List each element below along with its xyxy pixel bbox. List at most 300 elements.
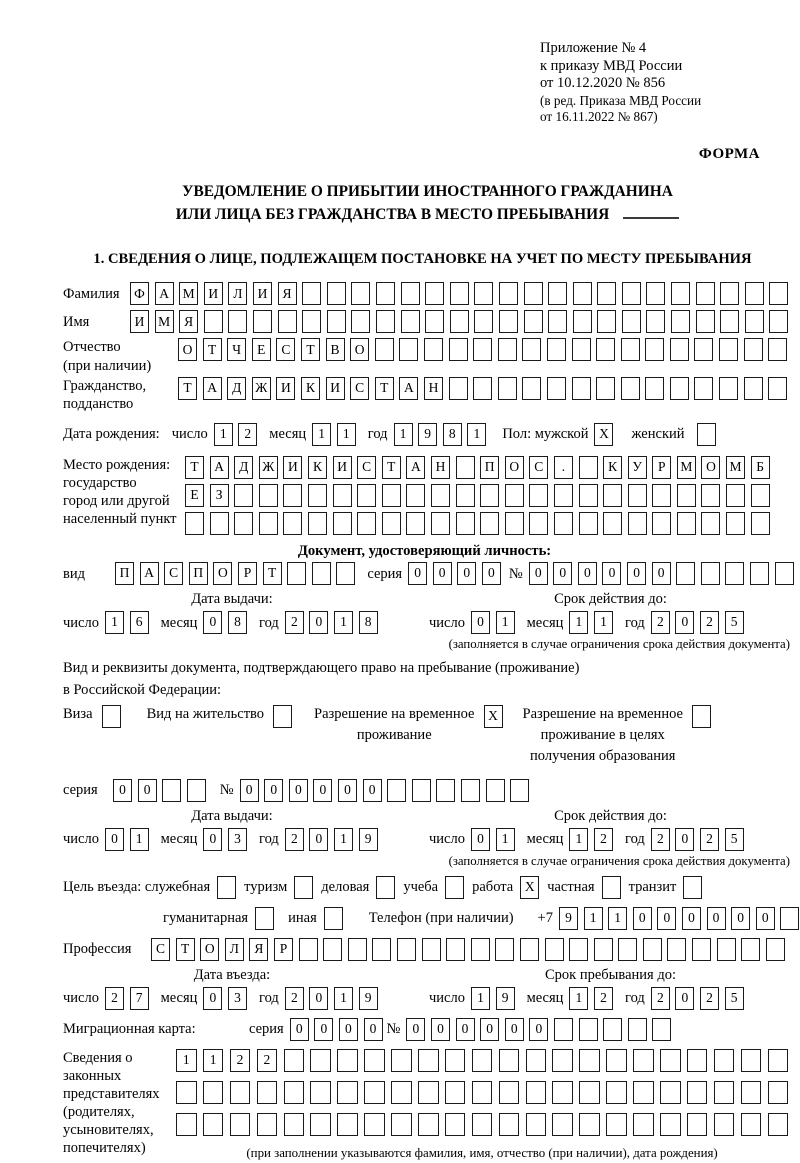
form-cell[interactable] — [596, 377, 615, 400]
purpose-tourism-checkbox[interactable] — [287, 876, 313, 899]
form-cell[interactable] — [449, 338, 468, 361]
form-cell[interactable] — [751, 512, 770, 535]
form-cell[interactable] — [474, 282, 493, 305]
form-cell[interactable]: 1 — [130, 828, 149, 851]
form-cell[interactable] — [645, 338, 664, 361]
form-cell[interactable]: 1 — [496, 611, 515, 634]
birthplace-cells-row3[interactable] — [185, 512, 770, 535]
form-cell[interactable]: 2 — [285, 828, 304, 851]
form-cell[interactable]: 0 — [471, 828, 490, 851]
form-cell[interactable] — [526, 1049, 547, 1072]
form-cell[interactable] — [499, 310, 518, 333]
purpose-business-checkbox[interactable] — [369, 876, 395, 899]
form-cell[interactable] — [603, 484, 622, 507]
form-cell[interactable] — [302, 282, 321, 305]
form-cell[interactable] — [726, 484, 745, 507]
form-cell[interactable] — [372, 938, 391, 961]
form-cell[interactable]: М — [677, 456, 696, 479]
form-cell[interactable]: 8 — [359, 611, 378, 634]
form-cell[interactable]: П — [115, 562, 134, 585]
form-cell[interactable]: 1 — [569, 987, 588, 1010]
form-cell[interactable] — [628, 1018, 647, 1041]
form-cell[interactable]: 9 — [418, 423, 437, 446]
form-cell[interactable]: И — [130, 310, 149, 333]
form-cell[interactable]: С — [529, 456, 548, 479]
purpose-other-checkbox[interactable] — [317, 907, 343, 930]
permit-series-cells[interactable] — [113, 779, 206, 802]
form-cell[interactable] — [336, 562, 355, 585]
form-cell[interactable]: X — [594, 423, 613, 446]
form-cell[interactable]: 0 — [553, 562, 572, 585]
form-cell[interactable]: 0 — [309, 828, 328, 851]
form-cell[interactable] — [714, 1113, 735, 1136]
form-cell[interactable] — [498, 377, 517, 400]
purpose-humanitarian-checkbox[interactable] — [248, 907, 274, 930]
given-name-cells[interactable] — [130, 310, 788, 333]
form-cell[interactable]: О — [213, 562, 232, 585]
form-cell[interactable] — [284, 1113, 305, 1136]
form-cell[interactable] — [401, 310, 420, 333]
form-cell[interactable] — [645, 377, 664, 400]
form-cell[interactable]: 0 — [364, 1018, 383, 1041]
form-cell[interactable] — [376, 876, 395, 899]
form-cell[interactable]: 2 — [651, 987, 670, 1010]
form-cell[interactable]: Т — [203, 338, 222, 361]
form-cell[interactable] — [660, 1113, 681, 1136]
temp-residence-edu-checkbox[interactable] — [683, 704, 711, 728]
form-cell[interactable] — [579, 1081, 600, 1104]
form-cell[interactable] — [701, 562, 720, 585]
form-cell[interactable]: 0 — [456, 1018, 475, 1041]
form-cell[interactable]: Д — [227, 377, 246, 400]
form-cell[interactable] — [548, 282, 567, 305]
form-cell[interactable]: В — [326, 338, 345, 361]
form-cell[interactable] — [283, 512, 302, 535]
form-cell[interactable]: . — [554, 456, 573, 479]
form-cell[interactable] — [425, 282, 444, 305]
form-cell[interactable]: 1 — [334, 987, 353, 1010]
surname-cells[interactable] — [130, 282, 788, 305]
form-cell[interactable] — [431, 484, 450, 507]
form-cell[interactable] — [310, 1049, 331, 1072]
birth-month-cells[interactable] — [312, 423, 356, 446]
form-cell[interactable] — [621, 377, 640, 400]
form-cell[interactable]: Т — [263, 562, 282, 585]
form-cell[interactable]: 2 — [594, 828, 613, 851]
form-cell[interactable]: 0 — [203, 828, 222, 851]
citizenship-cells[interactable] — [178, 377, 787, 400]
doc-type-cells[interactable] — [115, 562, 355, 585]
form-cell[interactable] — [606, 1049, 627, 1072]
form-cell[interactable]: X — [484, 705, 503, 728]
residence-permit-checkbox[interactable] — [264, 704, 292, 728]
permit-issue-year-cells[interactable] — [285, 828, 378, 851]
form-cell[interactable] — [472, 1113, 493, 1136]
form-cell[interactable] — [768, 1081, 789, 1104]
form-cell[interactable] — [203, 1113, 224, 1136]
form-cell[interactable]: 0 — [578, 562, 597, 585]
form-cell[interactable] — [766, 938, 785, 961]
form-cell[interactable] — [418, 1081, 439, 1104]
form-cell[interactable] — [364, 1081, 385, 1104]
form-cell[interactable]: 2 — [257, 1049, 278, 1072]
form-cell[interactable] — [294, 876, 313, 899]
form-cell[interactable]: Н — [424, 377, 443, 400]
form-cell[interactable] — [375, 338, 394, 361]
form-cell[interactable]: С — [164, 562, 183, 585]
permit-issue-month-cells[interactable] — [203, 828, 247, 851]
form-cell[interactable] — [660, 1049, 681, 1072]
form-cell[interactable]: О — [200, 938, 219, 961]
form-cell[interactable] — [768, 1113, 789, 1136]
form-cell[interactable] — [547, 377, 566, 400]
form-cell[interactable] — [391, 1113, 412, 1136]
form-cell[interactable] — [253, 310, 272, 333]
form-cell[interactable] — [499, 1049, 520, 1072]
form-cell[interactable] — [210, 512, 229, 535]
form-cell[interactable]: Т — [178, 377, 197, 400]
form-cell[interactable]: 1 — [105, 611, 124, 634]
form-cell[interactable]: 1 — [608, 907, 627, 930]
form-cell[interactable]: 1 — [584, 907, 603, 930]
form-cell[interactable] — [431, 512, 450, 535]
id-valid-day-cells[interactable] — [471, 611, 515, 634]
form-cell[interactable] — [671, 282, 690, 305]
form-cell[interactable] — [579, 456, 598, 479]
form-cell[interactable] — [436, 779, 455, 802]
form-cell[interactable] — [526, 1113, 547, 1136]
patronymic-cells[interactable] — [178, 338, 787, 361]
form-cell[interactable]: 1 — [203, 1049, 224, 1072]
form-cell[interactable]: Т — [375, 377, 394, 400]
form-cell[interactable] — [308, 484, 327, 507]
form-cell[interactable] — [449, 377, 468, 400]
form-cell[interactable] — [524, 282, 543, 305]
form-cell[interactable] — [652, 484, 671, 507]
form-cell[interactable] — [579, 1018, 598, 1041]
form-cell[interactable]: Е — [252, 338, 271, 361]
form-cell[interactable] — [694, 338, 713, 361]
form-cell[interactable]: П — [480, 456, 499, 479]
form-cell[interactable] — [287, 562, 306, 585]
form-cell[interactable]: 1 — [569, 828, 588, 851]
form-cell[interactable] — [446, 938, 465, 961]
form-cell[interactable] — [677, 484, 696, 507]
form-cell[interactable] — [324, 907, 343, 930]
form-cell[interactable] — [696, 310, 715, 333]
form-cell[interactable]: 2 — [285, 611, 304, 634]
form-cell[interactable]: 2 — [594, 987, 613, 1010]
form-cell[interactable] — [176, 1081, 197, 1104]
form-cell[interactable] — [597, 282, 616, 305]
form-cell[interactable]: Т — [176, 938, 195, 961]
form-cell[interactable]: 0 — [529, 562, 548, 585]
form-cell[interactable] — [283, 484, 302, 507]
form-cell[interactable] — [480, 512, 499, 535]
form-cell[interactable] — [228, 310, 247, 333]
profession-cells[interactable] — [151, 938, 785, 961]
form-cell[interactable] — [310, 1113, 331, 1136]
form-cell[interactable] — [579, 484, 598, 507]
form-cell[interactable] — [387, 779, 406, 802]
form-cell[interactable] — [257, 1113, 278, 1136]
permit-valid-month-cells[interactable] — [569, 828, 613, 851]
form-cell[interactable] — [547, 338, 566, 361]
form-cell[interactable] — [720, 310, 739, 333]
form-cell[interactable]: Р — [274, 938, 293, 961]
form-cell[interactable]: 2 — [230, 1049, 251, 1072]
form-cell[interactable] — [505, 512, 524, 535]
form-cell[interactable] — [769, 310, 788, 333]
form-cell[interactable] — [554, 1018, 573, 1041]
form-cell[interactable] — [596, 338, 615, 361]
form-cell[interactable]: 9 — [359, 828, 378, 851]
form-cell[interactable] — [603, 1018, 622, 1041]
form-cell[interactable]: А — [155, 282, 174, 305]
stay-day-cells[interactable] — [471, 987, 515, 1010]
form-cell[interactable] — [683, 876, 702, 899]
form-cell[interactable]: Н — [431, 456, 450, 479]
form-cell[interactable]: 0 — [471, 611, 490, 634]
form-cell[interactable]: 0 — [682, 907, 701, 930]
form-cell[interactable]: 5 — [725, 611, 744, 634]
form-cell[interactable] — [554, 512, 573, 535]
form-cell[interactable]: 0 — [675, 987, 694, 1010]
form-cell[interactable]: 0 — [627, 562, 646, 585]
form-cell[interactable]: 3 — [228, 987, 247, 1010]
form-cell[interactable] — [364, 1113, 385, 1136]
form-cell[interactable]: 8 — [228, 611, 247, 634]
form-cell[interactable]: 0 — [203, 987, 222, 1010]
form-cell[interactable] — [357, 512, 376, 535]
form-cell[interactable] — [308, 512, 327, 535]
form-cell[interactable] — [744, 377, 763, 400]
form-cell[interactable] — [472, 1049, 493, 1072]
form-cell[interactable] — [652, 512, 671, 535]
form-cell[interactable]: 2 — [700, 828, 719, 851]
form-cell[interactable] — [741, 1081, 762, 1104]
form-cell[interactable]: Я — [278, 282, 297, 305]
form-cell[interactable] — [217, 876, 236, 899]
sex-female-checkbox[interactable] — [697, 423, 716, 446]
stay-year-cells[interactable] — [651, 987, 744, 1010]
form-cell[interactable] — [719, 377, 738, 400]
permit-valid-year-cells[interactable] — [651, 828, 744, 851]
form-cell[interactable] — [522, 377, 541, 400]
form-cell[interactable] — [259, 484, 278, 507]
form-cell[interactable]: Т — [185, 456, 204, 479]
form-cell[interactable] — [176, 1113, 197, 1136]
form-cell[interactable]: О — [701, 456, 720, 479]
form-cell[interactable] — [351, 282, 370, 305]
form-cell[interactable]: 0 — [309, 987, 328, 1010]
form-cell[interactable] — [741, 938, 760, 961]
form-cell[interactable]: 2 — [651, 828, 670, 851]
form-cell[interactable] — [495, 938, 514, 961]
form-cell[interactable]: О — [178, 338, 197, 361]
form-cell[interactable]: С — [357, 456, 376, 479]
form-cell[interactable]: 0 — [529, 1018, 548, 1041]
form-cell[interactable]: 1 — [467, 423, 486, 446]
form-cell[interactable] — [552, 1081, 573, 1104]
representatives-cells-row1[interactable] — [176, 1049, 788, 1072]
form-cell[interactable] — [520, 938, 539, 961]
form-cell[interactable] — [667, 938, 686, 961]
form-cell[interactable] — [510, 779, 529, 802]
form-cell[interactable]: 1 — [176, 1049, 197, 1072]
form-cell[interactable]: Я — [249, 938, 268, 961]
form-cell[interactable] — [333, 484, 352, 507]
form-cell[interactable]: 0 — [657, 907, 676, 930]
form-cell[interactable] — [597, 310, 616, 333]
form-cell[interactable] — [412, 779, 431, 802]
form-cell[interactable] — [456, 512, 475, 535]
form-cell[interactable]: 2 — [285, 987, 304, 1010]
doc-series-cells[interactable] — [408, 562, 501, 585]
form-cell[interactable]: А — [406, 456, 425, 479]
form-cell[interactable] — [337, 1081, 358, 1104]
form-cell[interactable] — [327, 282, 346, 305]
form-cell[interactable] — [204, 310, 223, 333]
form-cell[interactable] — [529, 512, 548, 535]
form-cell[interactable]: 0 — [431, 1018, 450, 1041]
form-cell[interactable]: Ж — [252, 377, 271, 400]
permit-valid-day-cells[interactable] — [471, 828, 515, 851]
form-cell[interactable]: Ф — [130, 282, 149, 305]
form-cell[interactable]: С — [151, 938, 170, 961]
temp-residence-checkbox[interactable] — [475, 704, 503, 728]
form-cell[interactable] — [594, 938, 613, 961]
form-cell[interactable] — [573, 282, 592, 305]
form-cell[interactable] — [692, 938, 711, 961]
id-issue-day-cells[interactable] — [105, 611, 149, 634]
form-cell[interactable] — [505, 484, 524, 507]
form-cell[interactable] — [670, 338, 689, 361]
migcard-number-cells[interactable] — [406, 1018, 671, 1041]
form-cell[interactable]: 1 — [334, 611, 353, 634]
form-cell[interactable] — [579, 1049, 600, 1072]
form-cell[interactable]: К — [301, 377, 320, 400]
form-cell[interactable] — [741, 1049, 762, 1072]
form-cell[interactable]: 0 — [105, 828, 124, 851]
form-cell[interactable] — [376, 282, 395, 305]
form-cell[interactable]: 1 — [569, 611, 588, 634]
form-cell[interactable] — [646, 282, 665, 305]
sex-male-checkbox[interactable] — [594, 423, 613, 446]
form-cell[interactable]: М — [155, 310, 174, 333]
form-cell[interactable] — [259, 512, 278, 535]
form-cell[interactable] — [445, 876, 464, 899]
form-cell[interactable]: Ч — [227, 338, 246, 361]
form-cell[interactable] — [284, 1049, 305, 1072]
form-cell[interactable] — [697, 423, 716, 446]
form-cell[interactable] — [569, 938, 588, 961]
form-cell[interactable] — [622, 310, 641, 333]
form-cell[interactable] — [391, 1081, 412, 1104]
form-cell[interactable]: X — [520, 876, 539, 899]
form-cell[interactable]: 5 — [725, 828, 744, 851]
form-cell[interactable] — [337, 1113, 358, 1136]
form-cell[interactable]: 1 — [337, 423, 356, 446]
form-cell[interactable] — [499, 1081, 520, 1104]
form-cell[interactable] — [696, 282, 715, 305]
form-cell[interactable] — [529, 484, 548, 507]
form-cell[interactable] — [572, 377, 591, 400]
form-cell[interactable] — [660, 1081, 681, 1104]
form-cell[interactable] — [522, 338, 541, 361]
form-cell[interactable] — [474, 310, 493, 333]
form-cell[interactable]: И — [204, 282, 223, 305]
doc-number-cells[interactable] — [529, 562, 794, 585]
form-cell[interactable] — [606, 1081, 627, 1104]
form-cell[interactable]: 0 — [203, 611, 222, 634]
migcard-series-cells[interactable] — [290, 1018, 383, 1041]
form-cell[interactable] — [445, 1049, 466, 1072]
form-cell[interactable]: 0 — [289, 779, 308, 802]
form-cell[interactable] — [579, 1113, 600, 1136]
form-cell[interactable]: 0 — [731, 907, 750, 930]
form-cell[interactable] — [768, 1049, 789, 1072]
form-cell[interactable] — [456, 456, 475, 479]
form-cell[interactable] — [677, 512, 696, 535]
form-cell[interactable]: С — [350, 377, 369, 400]
form-cell[interactable] — [422, 938, 441, 961]
birthplace-cells-row2[interactable] — [185, 484, 770, 507]
form-cell[interactable]: 1 — [394, 423, 413, 446]
form-cell[interactable] — [633, 1081, 654, 1104]
purpose-private-checkbox[interactable] — [595, 876, 621, 899]
form-cell[interactable] — [382, 484, 401, 507]
form-cell[interactable]: 1 — [496, 828, 515, 851]
form-cell[interactable] — [687, 1081, 708, 1104]
form-cell[interactable]: 0 — [264, 779, 283, 802]
form-cell[interactable] — [725, 562, 744, 585]
form-cell[interactable] — [652, 1018, 671, 1041]
form-cell[interactable]: 0 — [675, 828, 694, 851]
form-cell[interactable] — [671, 310, 690, 333]
form-cell[interactable] — [397, 938, 416, 961]
purpose-official-checkbox[interactable] — [210, 876, 236, 899]
stay-month-cells[interactable] — [569, 987, 613, 1010]
id-valid-month-cells[interactable] — [569, 611, 613, 634]
form-cell[interactable] — [633, 1049, 654, 1072]
form-cell[interactable] — [278, 310, 297, 333]
form-cell[interactable] — [670, 377, 689, 400]
form-cell[interactable] — [234, 512, 253, 535]
form-cell[interactable] — [473, 377, 492, 400]
birth-day-cells[interactable] — [214, 423, 258, 446]
permit-number-cells[interactable] — [240, 779, 530, 802]
form-cell[interactable]: 6 — [130, 611, 149, 634]
form-cell[interactable] — [473, 338, 492, 361]
form-cell[interactable]: М — [726, 456, 745, 479]
form-cell[interactable]: Е — [185, 484, 204, 507]
form-cell[interactable] — [401, 282, 420, 305]
form-cell[interactable] — [382, 512, 401, 535]
visa-checkbox[interactable] — [93, 704, 121, 728]
form-cell[interactable] — [775, 562, 794, 585]
form-cell[interactable] — [552, 1049, 573, 1072]
form-cell[interactable]: 0 — [313, 779, 332, 802]
form-cell[interactable] — [628, 484, 647, 507]
form-cell[interactable] — [480, 484, 499, 507]
form-cell[interactable] — [450, 310, 469, 333]
form-cell[interactable]: 9 — [559, 907, 578, 930]
form-cell[interactable] — [471, 938, 490, 961]
form-cell[interactable] — [162, 779, 181, 802]
representatives-cells-row3[interactable] — [176, 1113, 788, 1136]
form-cell[interactable]: 2 — [700, 987, 719, 1010]
